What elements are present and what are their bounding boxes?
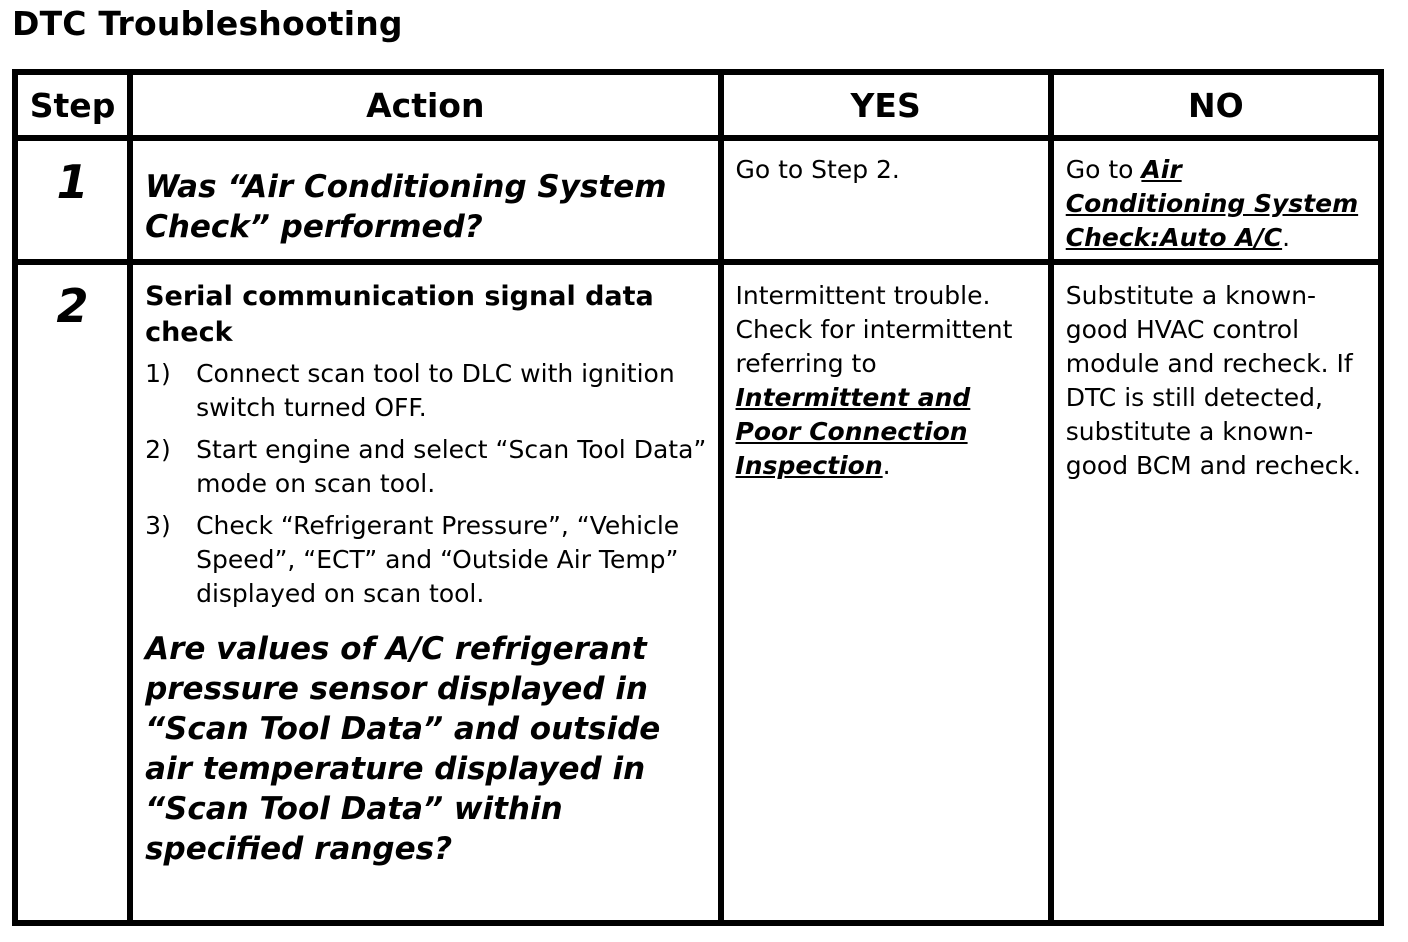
action-cell bbox=[130, 138, 720, 262]
action-cell bbox=[130, 262, 720, 923]
step-number: 1 bbox=[56, 155, 89, 209]
list-item-number: 1) bbox=[145, 359, 171, 388]
intermittent-inspection-link[interactable]: Intermittent and Poor Connection Inspection bbox=[735, 383, 971, 480]
no-cell bbox=[1051, 138, 1381, 262]
step-cell bbox=[15, 138, 130, 262]
yes-suffix: . bbox=[882, 451, 891, 480]
list-item bbox=[145, 433, 709, 501]
step-cell bbox=[15, 262, 130, 923]
no-suffix: . bbox=[1282, 223, 1291, 252]
yes-text: Go to Step 2. bbox=[735, 155, 900, 184]
action-question: Was “Air Conditioning System Check” performed? bbox=[145, 169, 667, 245]
list-item-number: 2) bbox=[145, 435, 171, 464]
table-header-row bbox=[15, 72, 1381, 138]
step-number: 2 bbox=[56, 279, 89, 333]
page-title: DTC Troubleshooting bbox=[12, 4, 403, 43]
table-row bbox=[15, 138, 1381, 262]
table-row bbox=[15, 262, 1381, 923]
yes-prefix: Intermittent trouble. Check for intermittent referring to bbox=[735, 281, 1013, 378]
list-item bbox=[145, 357, 709, 425]
yes-cell bbox=[721, 262, 1051, 923]
yes-cell bbox=[721, 138, 1051, 262]
no-text bbox=[1054, 141, 1378, 255]
dtc-table bbox=[12, 69, 1384, 926]
header-yes: YES bbox=[721, 72, 1051, 138]
action-steps-list bbox=[133, 357, 717, 611]
list-item-number: 3) bbox=[145, 511, 171, 540]
no-prefix: Go to bbox=[1065, 155, 1142, 184]
list-item bbox=[145, 509, 709, 611]
list-item-text: Check “Refrigerant Pressure”, “Vehicle Speed”, “ECT” and “Outside Air Temp” displayed on scan tool. bbox=[196, 511, 680, 608]
header-step: Step bbox=[15, 72, 130, 138]
ac-system-check-link[interactable]: Air Conditioning System Check:Auto A/C bbox=[1065, 155, 1359, 252]
header-no: NO bbox=[1051, 72, 1381, 138]
list-item-text: Connect scan tool to DLC with ignition switch turned OFF. bbox=[196, 359, 675, 422]
header-action: Action bbox=[130, 72, 720, 138]
action-question: Are values of A/C refrigerant pressure sensor displayed in “Scan Tool Data” and outside air temperature displayed in “Scan Tool Data” within specified ranges? bbox=[145, 631, 661, 867]
yes-text bbox=[724, 265, 1048, 483]
no-text: Substitute a known-good HVAC control module and recheck. If DTC is still detected, substitute a known-good BCM and recheck. bbox=[1065, 281, 1361, 480]
no-cell bbox=[1051, 262, 1381, 923]
list-item-text: Start engine and select “Scan Tool Data” mode on scan tool. bbox=[196, 435, 707, 498]
action-title: Serial communication signal data check bbox=[145, 281, 654, 348]
